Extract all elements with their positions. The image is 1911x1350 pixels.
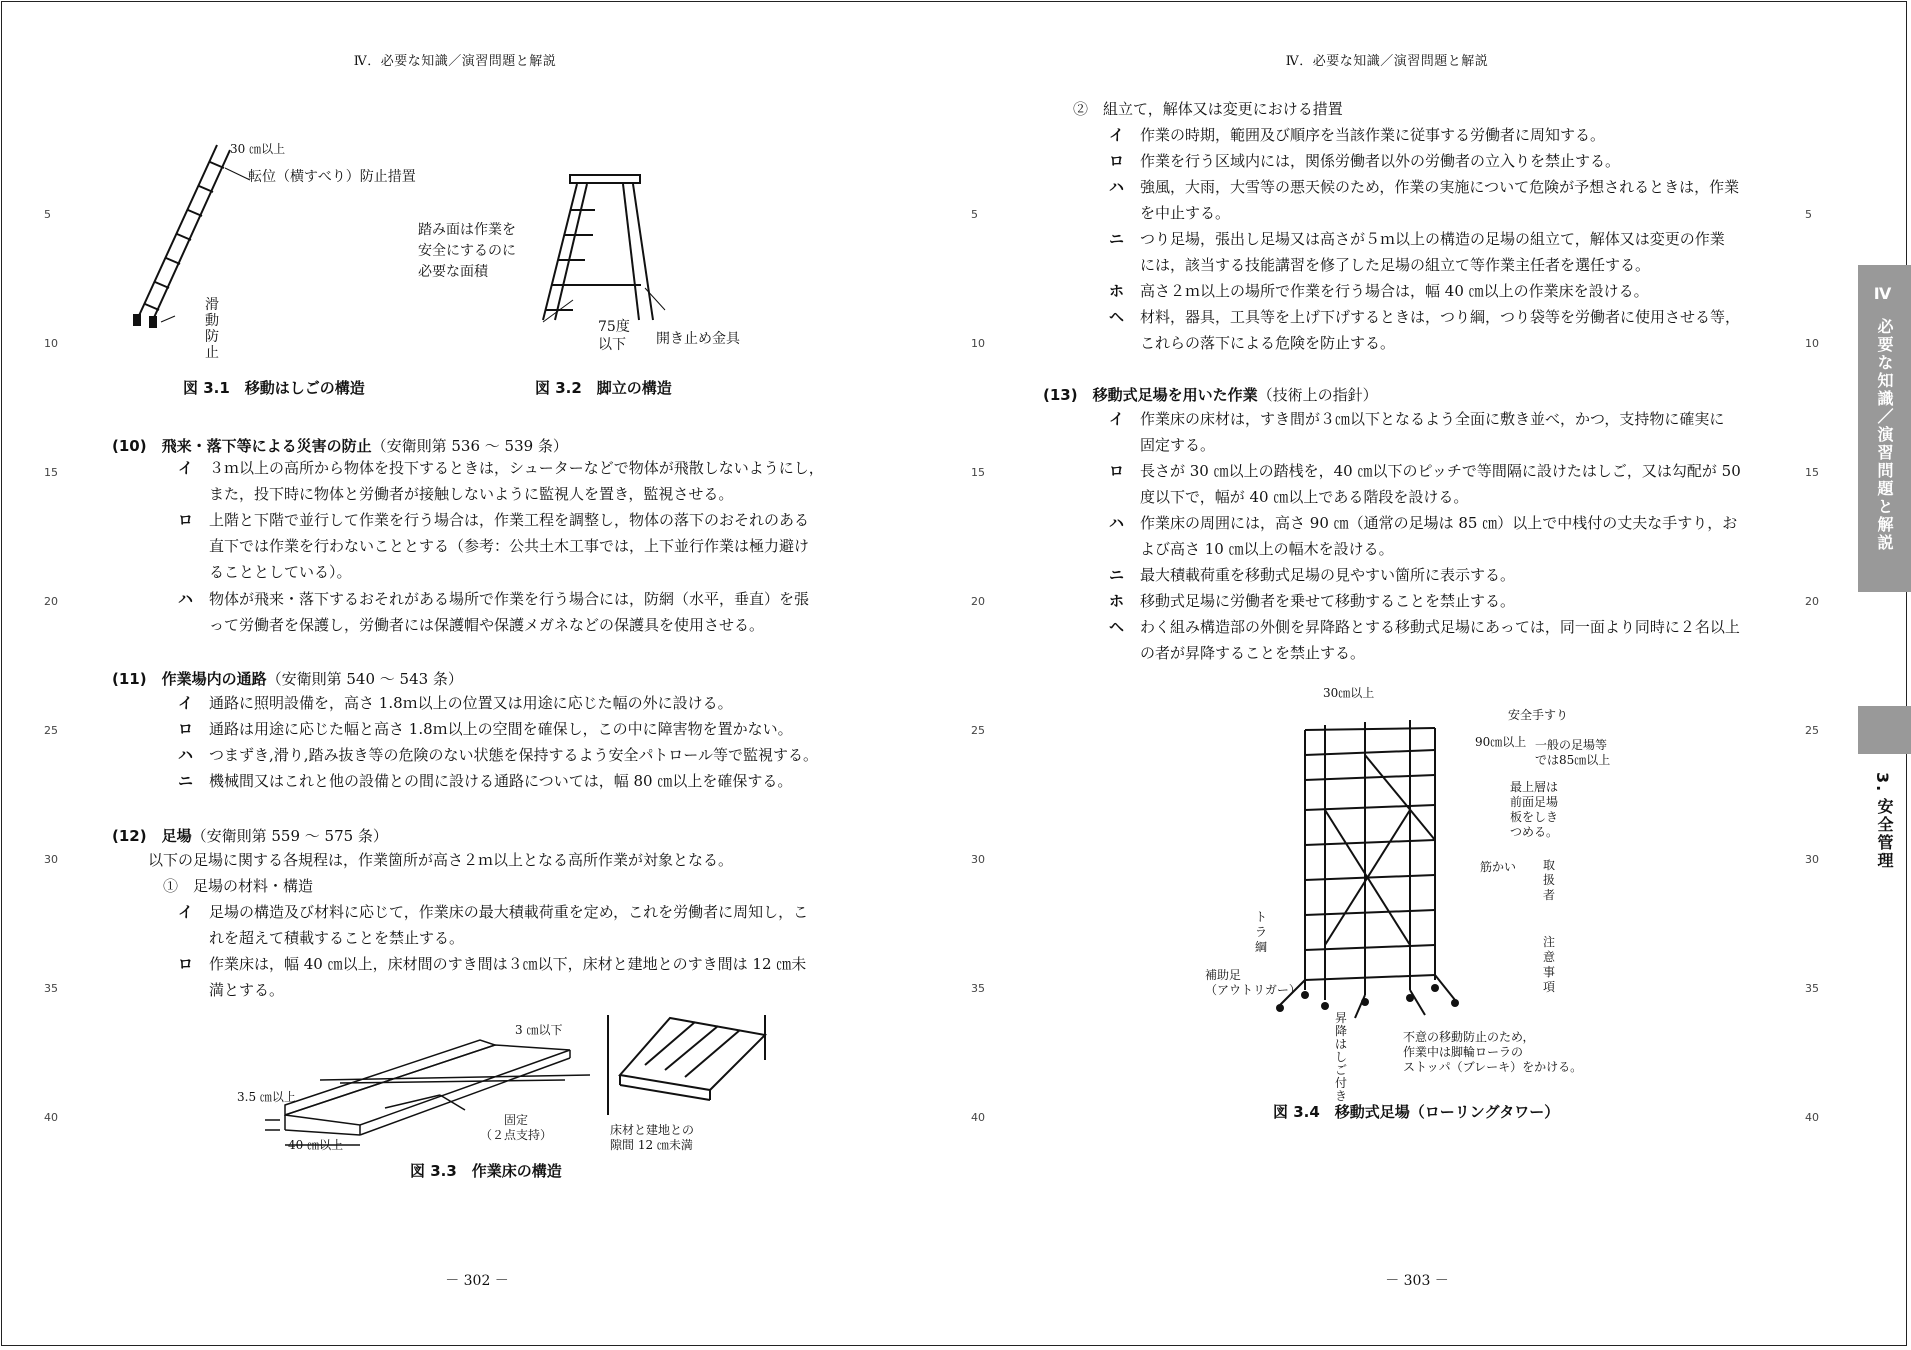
sub2-heading: ② 組立て，解体又は変更における措置 <box>1073 100 1343 118</box>
line-number: 40 <box>1805 1111 1819 1124</box>
fig34-label-chui: 注 意 事 項 <box>1543 935 1556 994</box>
line-number: 40 <box>971 1111 985 1124</box>
page-302 <box>0 0 955 1350</box>
fig31-caption: 図 3.1 移動はしごの構造 <box>183 379 365 397</box>
list-item: イ 通路に照明設備を，高さ 1.8ｍ以上の位置又は用途に応じた幅の外に設ける。 <box>178 694 733 712</box>
section-13-title: (13) 移動式足場を用いた作業 <box>1043 386 1258 404</box>
list-item: ホ 移動式足場に労働者を乗せて移動することを禁止する。 <box>1109 592 1516 610</box>
fig33-label-40cm: 40 ㎝以上 <box>288 1138 344 1152</box>
list-item: ホ 高さ２ｍ以上の場所で作業を行う場合は，幅 40 ㎝以上の作業床を設ける。 <box>1109 282 1649 300</box>
fig34-caption: 図 3.4 移動式足場（ローリングタワー） <box>1273 1103 1560 1121</box>
section-11-title: (11) 作業場内の通路 <box>112 670 267 688</box>
fig34-label-ippan: 一般の足場等 では85㎝以上 <box>1535 738 1611 767</box>
fig34-label-toriatsukai: 取 扱 者 <box>1543 858 1556 902</box>
fig32-caption: 図 3.2 脚立の構造 <box>535 379 672 397</box>
line-number: 5 <box>971 208 978 221</box>
fig34-label-shoko: 昇 降 は し ご 付 き <box>1335 1011 1348 1103</box>
fig33-label-3cm: 3 ㎝以下 <box>515 1023 563 1037</box>
list-item: ニ つり足場，張出し足場又は高さが５ｍ以上の構造の足場の組立て，解体又は変更の作業 には，該当する技能講習を修了した足場の組立て等作業主任者を選任する。 <box>1109 230 1725 274</box>
fig34-label-90cm: 90㎝以上 <box>1475 735 1527 749</box>
line-number: 35 <box>44 982 58 995</box>
line-number: 5 <box>1805 208 1812 221</box>
section-11-ref: （安衛則第 540 ～ 543 条） <box>266 670 463 688</box>
fig34-label-sujikai: 筋かい <box>1480 860 1517 874</box>
line-number: 15 <box>971 466 985 479</box>
list-item: ヘ わく組み構造部の外側を昇降路とする移動式足場にあっては，同一面より同時に２名以上 の者が昇降することを禁止する。 <box>1109 618 1740 662</box>
line-number: 20 <box>44 595 58 608</box>
list-item: ロ 上階と下階で並行して作業を行う場合は，作業工程を調整し，物体の落下のおそれのある 直下では作業を行わないこととする（参考：公共土木工事では，上下並行作業は極力避け ることとしている）。 <box>178 511 810 581</box>
section-13-ref: （技術上の指針） <box>1257 386 1378 404</box>
fig31-label-tenni: 転位（横すべり）防止措置 <box>248 169 416 185</box>
list-item: ロ 通路は用途に応じた幅と高さ 1.8ｍ以上の空間を確保し，この中に障害物を置かない。 <box>178 720 793 738</box>
fig34-label-anzen: 安全手すり <box>1508 708 1569 722</box>
line-number: 25 <box>971 724 985 737</box>
line-number: 40 <box>44 1111 58 1124</box>
chapter-tab-roman: Ⅳ <box>1873 284 1892 305</box>
line-number: 30 <box>1805 853 1819 866</box>
line-number: 35 <box>971 982 985 995</box>
page-number-302: － 302 － <box>445 1273 509 1289</box>
list-item: ハ 強風，大雨，大雪等の悪天候のため，作業の実施について危険が予想されるときは，作業 を中止する。 <box>1109 178 1740 222</box>
list-item: イ 足場の構造及び材料に応じて，作業床の最大積載荷重を定め，これを労働者に周知し，こ れを超えて積載することを禁止する。 <box>178 903 809 947</box>
fig33-label-kotei: 固定 （２点支持） <box>480 1113 553 1142</box>
running-head-left: Ⅳ．必要な知識／演習問題と解説 <box>353 54 557 69</box>
fig34-label-hojo: 補助足 （アウトリガー） <box>1205 968 1301 997</box>
page-number-303: － 303 － <box>1385 1273 1449 1289</box>
list-item: ヘ 材料，器具，工具等を上げ下げするときは，つり綱，つり袋等を労働者に使用させる等， これらの落下による危険を防止する。 <box>1109 308 1741 352</box>
section-tab-title: 安全管理 <box>1875 798 1894 870</box>
section-11-heading <box>112 668 463 689</box>
fig31-label-slide: 滑 動 防 止 <box>205 297 219 361</box>
list-item: ニ 機械間又はこれと他の設備との間に設ける通路については，幅 80 ㎝以上を確保する。 <box>178 772 793 790</box>
line-number: 25 <box>1805 724 1819 737</box>
stepladder-figure <box>535 170 665 325</box>
fig34-label-torazuna: ト ラ 綱 <box>1255 910 1268 954</box>
section-tab-num: 3. <box>1873 772 1892 794</box>
fig32-label-hiraki: 開き止め金具 <box>656 331 740 347</box>
rolling-tower-figure <box>1285 700 1455 1030</box>
section-10-heading <box>112 435 568 456</box>
section-12-title: (12) 足場 <box>112 827 192 845</box>
list-item: イ 作業の時期，範囲及び順序を当該作業に従事する労働者に周知する。 <box>1109 126 1606 144</box>
list-item: ロ 作業を行う区域内には，関係労働者以外の労働者の立入りを禁止する。 <box>1109 152 1621 170</box>
line-number: 30 <box>971 853 985 866</box>
section-12-intro: 以下の足場に関する各規程は，作業箇所が高さ２ｍ以上となる高所作業が対象となる。 <box>148 851 734 869</box>
fig32-label-75: 75度 以下 <box>598 319 630 353</box>
fig34-label-saijo: 最上層は 前面足場 板をしき つめる。 <box>1510 780 1559 839</box>
line-number: 10 <box>971 337 985 350</box>
line-number: 20 <box>971 595 985 608</box>
line-number: 15 <box>44 466 58 479</box>
line-number: 10 <box>1805 337 1819 350</box>
fig33-label-yukazai: 床材と建地との 隙間 12 ㎝未満 <box>610 1123 695 1152</box>
line-number: 35 <box>1805 982 1819 995</box>
line-number: 20 <box>1805 595 1819 608</box>
fig34-label-30cm: 30㎝以上 <box>1323 686 1375 700</box>
list-item: ハ つまずき,滑り,踏み抜き等の危険のない状態を保持するよう安全パトロール等で監視する。 <box>178 746 818 764</box>
fig34-label-fui: 不意の移動防止のため， 作業中は脚輪ローラの ストッパ（ブレーキ）をかける。 <box>1403 1030 1583 1074</box>
chapter-tab-title: 必要な知識／演習問題と解説 <box>1875 318 1894 552</box>
section-tab[interactable] <box>1858 706 1911 754</box>
line-number: 30 <box>44 853 58 866</box>
list-item: イ 作業床の床材は，すき間が３㎝以下となるよう全面に敷き並べ，かつ，支持物に確実に 固定する。 <box>1109 410 1725 454</box>
line-number: 10 <box>44 337 58 350</box>
line-number: 5 <box>44 208 51 221</box>
fig33-caption: 図 3.3 作業床の構造 <box>410 1162 562 1180</box>
page-303 <box>955 0 1911 1350</box>
list-item: イ ３ｍ以上の高所から物体を投下するときは，シューターなどで物体が飛散しないようにし， また，投下時に物体と労働者が接触しないように監視人を置き，監視させる。 <box>178 459 824 503</box>
section-12-heading <box>112 825 388 846</box>
fig33-label-35cm: 3.5 ㎝以上 <box>237 1090 296 1104</box>
fig31-label-30cm: 30 ㎝以上 <box>230 142 286 156</box>
section-10-title: (10) 飛来・落下等による災害の防止 <box>112 437 372 455</box>
section-12-ref: （安衛則第 559 ～ 575 条） <box>191 827 388 845</box>
section-12-sub1: ① 足場の材料・構造 <box>163 877 314 895</box>
section-10-ref: （安衛則第 536 ～ 539 条） <box>371 437 568 455</box>
fig32-label-fumizura: 踏み面は作業を 安全にするのに 必要な面積 <box>418 222 516 280</box>
section-13-heading <box>1043 384 1378 405</box>
floor-gap-figure <box>600 1010 775 1120</box>
line-number: 15 <box>1805 466 1819 479</box>
list-item: ロ 作業床は，幅 40 ㎝以上，床材間のすき間は３㎝以下，床材と建地とのすき間は 12 ㎝未 満とする。 <box>178 955 807 999</box>
line-number: 25 <box>44 724 58 737</box>
list-item: ハ 作業床の周囲には，高さ 90 ㎝（通常の足場は 85 ㎝）以上で中桟付の丈夫な手すり，お よび高さ 10 ㎝以上の幅木を設ける。 <box>1109 514 1738 558</box>
list-item: ロ 長さが 30 ㎝以上の踏桟を，40 ㎝以下のピッチで等間隔に設けたはしご，又は勾配が 50 度以下で，幅が 40 ㎝以上である階段を設ける。 <box>1109 462 1741 506</box>
list-item: ニ 最大積載荷重を移動式足場の見やすい箇所に表示する。 <box>1109 566 1516 584</box>
running-head-right: Ⅳ．必要な知識／演習問題と解説 <box>1285 54 1489 69</box>
list-item: ハ 物体が飛来・落下するおそれがある場所で作業を行う場合には，防網（水平，垂直）を張 って労働者を保護し，労働者には保護帽や保護メガネなどの保護具を使用させる。 <box>178 590 810 634</box>
ladder-figure <box>125 140 245 340</box>
